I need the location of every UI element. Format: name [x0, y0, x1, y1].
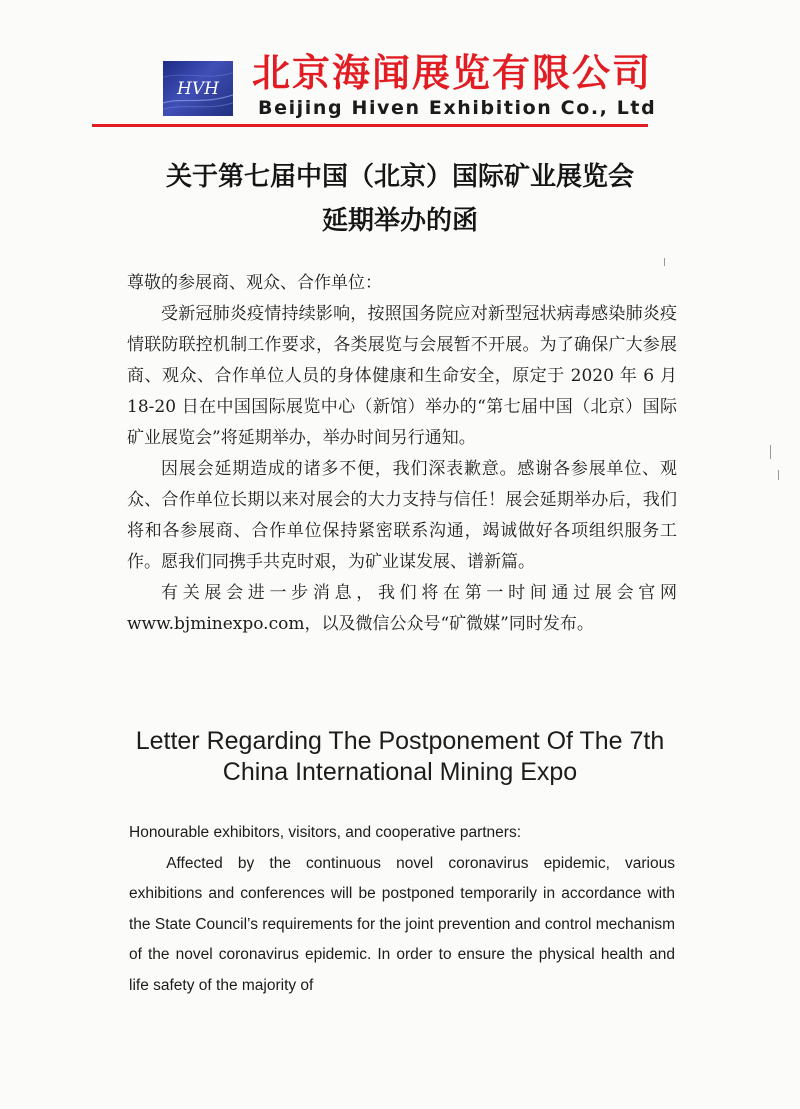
paragraph-cn-3: 有关展会进一步消息，我们将在第一时间通过展会官网www.bjminexpo.com，以及微信公众号“矿微媒”同时发布。	[127, 583, 677, 634]
scan-artifact	[770, 445, 771, 459]
paragraph-cn-2: 因展会延期造成的诸多不便，我们深表歉意。感谢各参展单位、观众、合作单位长期以来对展会的大力支持与信任！展会延期举办后，我们将和各参展商、合作单位保持紧密联系沟通，竭诚做好各项组织服务工作。愿我们同携手共克时艰，为矿业谋发展、谱新篇。	[127, 459, 677, 572]
company-name-en: Beijing Hiven Exhibition Co., Ltd	[258, 97, 657, 119]
title-cn-line-1: 关于第七届中国（北京）国际矿业展览会	[165, 162, 634, 192]
title-en-line-1: Letter Regarding The Postponement Of The 7th	[135, 727, 665, 755]
salutation-en: Honourable exhibitors, visitors, and cooperative partners:	[129, 824, 522, 841]
document-title-cn	[100, 155, 700, 243]
paragraph-cn-1: 受新冠肺炎疫情持续影响，按照国务院应对新型冠状病毒感染肺炎疫情联防联控机制工作要求，各类展览与会展暂不开展。为了确保广大参展商、观众、合作单位人员的身体健康和生命安全，原定于 2020 年 6 月 18-20 日在中国国际展览中心（新馆）举办的“第七届中国（北京）国际矿业展览会”将延期举办，举办时间另行通知。	[127, 304, 677, 448]
logo-text: HVH	[177, 79, 219, 99]
paragraph-en-1: Affected by the continuous novel coronavirus epidemic, various exhibitions and conferences will be postponed temporarily in accordance with the State Council’s requirements for the joint prevention and control mechanism of the novel coronavirus epidemic. In order to ensure the physical health and life safety of the majority of	[129, 854, 675, 994]
letterhead-divider	[92, 124, 648, 127]
company-name-cn: 北京海闻展览有限公司	[252, 50, 653, 95]
company-logo	[163, 61, 233, 116]
title-cn-line-2: 延期举办的函	[321, 206, 478, 236]
logo-emblem-icon	[163, 61, 233, 116]
document-title-en	[100, 726, 700, 788]
salutation-cn: 尊敬的参展商、观众、合作单位：	[127, 273, 382, 293]
title-en-line-2: China International Mining Expo	[222, 758, 578, 786]
scan-artifact	[664, 258, 665, 266]
letter-body-en	[129, 818, 675, 1001]
scan-artifact	[778, 470, 779, 480]
letter-body-cn	[127, 268, 677, 640]
